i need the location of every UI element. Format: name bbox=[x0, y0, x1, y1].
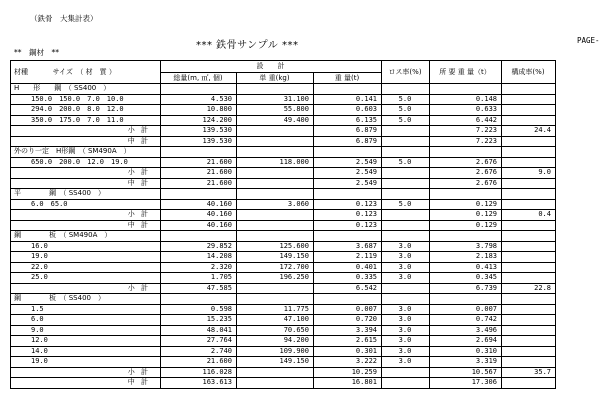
subtotal-row bbox=[11, 210, 600, 221]
size-cell: 12.0 bbox=[11, 336, 161, 347]
table-row bbox=[11, 273, 600, 284]
midtotal-weight: 0.123 bbox=[314, 220, 382, 231]
unit-weight-cell: 47.100 bbox=[237, 315, 314, 326]
size-cell: 150.0 150.0 7.0 10.0 bbox=[11, 94, 161, 105]
table-row bbox=[11, 94, 600, 105]
group-unit-weight-cell bbox=[237, 189, 314, 200]
subtotal-ratio: 0.4 bbox=[502, 210, 556, 221]
subtotal-required-weight: 2.676 bbox=[430, 168, 502, 179]
table-row bbox=[11, 157, 600, 168]
subtotal-required-weight: 7.223 bbox=[430, 126, 502, 137]
midtotal-weight: 6.879 bbox=[314, 136, 382, 147]
group-weight-cell bbox=[314, 294, 382, 305]
group-row bbox=[11, 231, 600, 242]
subtotal-required-weight: 6.739 bbox=[430, 283, 502, 294]
table-row bbox=[11, 357, 600, 368]
size-cell: 16.0 bbox=[11, 241, 161, 252]
subtotal-ratio: 9.0 bbox=[502, 168, 556, 179]
ratio-cell bbox=[502, 252, 556, 263]
required-weight-cell: 0.633 bbox=[430, 105, 502, 116]
midtotal-weight: 2.549 bbox=[314, 178, 382, 189]
group-total-length-cell bbox=[161, 84, 237, 95]
table-right-gap bbox=[556, 61, 600, 84]
total-length-cell: 40.160 bbox=[161, 199, 237, 210]
midtotal-unit-weight bbox=[237, 136, 314, 147]
required-weight-cell: 0.310 bbox=[430, 346, 502, 357]
header-size: サイズ （ 材 質 ） bbox=[52, 67, 116, 76]
subtotal-row bbox=[11, 283, 600, 294]
unit-weight-cell: 149.150 bbox=[237, 252, 314, 263]
group-required-weight-cell bbox=[430, 231, 502, 242]
midtotal-ratio bbox=[502, 378, 556, 389]
total-length-cell: 1.705 bbox=[161, 273, 237, 284]
unit-weight-cell: 94.200 bbox=[237, 336, 314, 347]
group-ratio-cell bbox=[502, 84, 556, 95]
size-cell: 9.0 bbox=[11, 325, 161, 336]
group-required-weight-cell bbox=[430, 147, 502, 158]
ratio-cell bbox=[502, 94, 556, 105]
midtotal-loss-rate bbox=[382, 378, 430, 389]
subtotal-unit-weight bbox=[237, 168, 314, 179]
page-label: PAGE- bbox=[577, 36, 600, 45]
unit-weight-cell: 55.800 bbox=[237, 105, 314, 116]
midtotal-loss-rate bbox=[382, 220, 430, 231]
subtotal-total-length: 139.530 bbox=[161, 126, 237, 137]
size-cell: 294.0 200.0 8.0 12.0 bbox=[11, 105, 161, 116]
header-weight: 重 量(t) bbox=[314, 72, 382, 84]
loss-rate-cell: 3.0 bbox=[382, 315, 430, 326]
weight-cell: 0.720 bbox=[314, 315, 382, 326]
midtotal-unit-weight bbox=[237, 220, 314, 231]
group-row bbox=[11, 294, 600, 305]
header-ratio: 構成率(%) bbox=[502, 61, 556, 84]
midtotal-loss-rate bbox=[382, 136, 430, 147]
total-length-cell: 15.235 bbox=[161, 315, 237, 326]
midtotal-row bbox=[11, 178, 600, 189]
ratio-cell bbox=[502, 105, 556, 116]
ratio-cell bbox=[502, 273, 556, 284]
midtotal-row bbox=[11, 220, 600, 231]
loss-rate-cell: 3.0 bbox=[382, 273, 430, 284]
unit-weight-cell: 31.100 bbox=[237, 94, 314, 105]
size-cell: 6.0 65.0 bbox=[11, 199, 161, 210]
subtotal-weight: 6.542 bbox=[314, 283, 382, 294]
group-total-length-cell bbox=[161, 231, 237, 242]
group-required-weight-cell bbox=[430, 84, 502, 95]
weight-cell: 2.549 bbox=[314, 157, 382, 168]
table-row bbox=[11, 315, 600, 326]
ratio-cell bbox=[502, 157, 556, 168]
loss-rate-cell: 5.0 bbox=[382, 115, 430, 126]
section-heading: ** 鋼材 ** bbox=[14, 48, 59, 57]
required-weight-cell: 2.183 bbox=[430, 252, 502, 263]
table-row bbox=[11, 262, 600, 273]
subtotal-ratio: 22.8 bbox=[502, 283, 556, 294]
ratio-cell bbox=[502, 357, 556, 368]
subtotal-row bbox=[11, 168, 600, 179]
unit-weight-cell: 118.000 bbox=[237, 157, 314, 168]
required-weight-cell: 6.442 bbox=[430, 115, 502, 126]
size-cell: 19.0 bbox=[11, 252, 161, 263]
ratio-cell bbox=[502, 304, 556, 315]
weight-cell: 0.335 bbox=[314, 273, 382, 284]
required-weight-cell: 0.742 bbox=[430, 315, 502, 326]
group-row bbox=[11, 84, 600, 95]
subtotal-unit-weight bbox=[237, 210, 314, 221]
ratio-cell bbox=[502, 336, 556, 347]
unit-weight-cell: 11.775 bbox=[237, 304, 314, 315]
header-material: 材種 bbox=[14, 67, 28, 76]
group-required-weight-cell bbox=[430, 189, 502, 200]
midtotal-required-weight: 0.129 bbox=[430, 220, 502, 231]
subtotal-total-length: 21.600 bbox=[161, 168, 237, 179]
subtotal-label: 小 計 bbox=[11, 210, 161, 221]
group-weight-cell bbox=[314, 147, 382, 158]
weight-cell: 0.401 bbox=[314, 262, 382, 273]
group-unit-weight-cell bbox=[237, 294, 314, 305]
header-unit-weight: 単 重(kg) bbox=[237, 72, 314, 84]
group-weight-cell bbox=[314, 231, 382, 242]
weight-cell: 0.603 bbox=[314, 105, 382, 116]
size-cell: 6.0 bbox=[11, 315, 161, 326]
group-required-weight-cell bbox=[430, 294, 502, 305]
table-row bbox=[11, 115, 600, 126]
loss-rate-cell: 5.0 bbox=[382, 199, 430, 210]
summary-table bbox=[10, 60, 600, 389]
group-ratio-cell bbox=[502, 189, 556, 200]
group-row bbox=[11, 189, 600, 200]
subtotal-unit-weight bbox=[237, 367, 314, 378]
subtotal-loss-rate bbox=[382, 210, 430, 221]
group-name: H 形 鋼 （ SS400 ） bbox=[11, 84, 161, 95]
midtotal-required-weight: 17.306 bbox=[430, 378, 502, 389]
table-row bbox=[11, 325, 600, 336]
required-weight-cell: 0.413 bbox=[430, 262, 502, 273]
weight-cell: 0.141 bbox=[314, 94, 382, 105]
subtotal-loss-rate bbox=[382, 367, 430, 378]
group-name: 平 鋼 （ SS400 ） bbox=[11, 189, 161, 200]
total-length-cell: 4.530 bbox=[161, 94, 237, 105]
group-unit-weight-cell bbox=[237, 147, 314, 158]
weight-cell: 2.615 bbox=[314, 336, 382, 347]
unit-weight-cell: 109.900 bbox=[237, 346, 314, 357]
subtotal-weight: 2.549 bbox=[314, 168, 382, 179]
midtotal-label: 中 計 bbox=[11, 378, 161, 389]
subtotal-ratio: 35.7 bbox=[502, 367, 556, 378]
required-weight-cell: 2.676 bbox=[430, 157, 502, 168]
table-row bbox=[11, 304, 600, 315]
subtotal-loss-rate bbox=[382, 168, 430, 179]
group-name: 鋼 板 （ SM490A ） bbox=[11, 231, 161, 242]
total-length-cell: 27.764 bbox=[161, 336, 237, 347]
size-cell: 350.0 175.0 7.0 11.0 bbox=[11, 115, 161, 126]
group-total-length-cell bbox=[161, 189, 237, 200]
group-unit-weight-cell bbox=[237, 231, 314, 242]
group-total-length-cell bbox=[161, 147, 237, 158]
subtotal-required-weight: 0.129 bbox=[430, 210, 502, 221]
midtotal-row bbox=[11, 136, 600, 147]
subtotal-loss-rate bbox=[382, 283, 430, 294]
size-cell: 25.0 bbox=[11, 273, 161, 284]
total-length-cell: 29.852 bbox=[161, 241, 237, 252]
weight-cell: 3.394 bbox=[314, 325, 382, 336]
required-weight-cell: 3.798 bbox=[430, 241, 502, 252]
size-cell: 14.0 bbox=[11, 346, 161, 357]
header-loss-rate: ロス率(%) bbox=[382, 61, 430, 84]
total-length-cell: 2.740 bbox=[161, 346, 237, 357]
unit-weight-cell: 125.600 bbox=[237, 241, 314, 252]
table-row bbox=[11, 252, 600, 263]
ratio-cell bbox=[502, 241, 556, 252]
subtotal-unit-weight bbox=[237, 126, 314, 137]
required-weight-cell: 0.148 bbox=[430, 94, 502, 105]
subtotal-label: 小 計 bbox=[11, 283, 161, 294]
subtotal-required-weight: 10.567 bbox=[430, 367, 502, 378]
table-row bbox=[11, 241, 600, 252]
header-total-length: 総量(m, ㎡, 個) bbox=[161, 72, 237, 84]
weight-cell: 0.123 bbox=[314, 199, 382, 210]
unit-weight-cell: 172.700 bbox=[237, 262, 314, 273]
report-type-label: （鉄骨 大集計表） bbox=[30, 14, 98, 23]
midtotal-row bbox=[11, 378, 600, 389]
total-length-cell: 2.320 bbox=[161, 262, 237, 273]
size-cell: 22.0 bbox=[11, 262, 161, 273]
unit-weight-cell: 196.250 bbox=[237, 273, 314, 284]
ratio-cell bbox=[502, 262, 556, 273]
group-ratio-cell bbox=[502, 294, 556, 305]
group-loss-rate-cell bbox=[382, 231, 430, 242]
subtotal-row bbox=[11, 126, 600, 137]
ratio-cell bbox=[502, 325, 556, 336]
subtotal-total-length: 116.028 bbox=[161, 367, 237, 378]
group-unit-weight-cell bbox=[237, 84, 314, 95]
loss-rate-cell: 3.0 bbox=[382, 252, 430, 263]
table-row bbox=[11, 346, 600, 357]
subtotal-label: 小 計 bbox=[11, 126, 161, 137]
subtotal-ratio: 24.4 bbox=[502, 126, 556, 137]
weight-cell: 2.119 bbox=[314, 252, 382, 263]
table-row bbox=[11, 105, 600, 116]
midtotal-required-weight: 2.676 bbox=[430, 178, 502, 189]
ratio-cell bbox=[502, 115, 556, 126]
required-weight-cell: 3.496 bbox=[430, 325, 502, 336]
group-name: 鋼 板 （ SS400 ） bbox=[11, 294, 161, 305]
midtotal-unit-weight bbox=[237, 378, 314, 389]
required-weight-cell: 0.007 bbox=[430, 304, 502, 315]
midtotal-total-length: 163.613 bbox=[161, 378, 237, 389]
group-ratio-cell bbox=[502, 231, 556, 242]
subtotal-unit-weight bbox=[237, 283, 314, 294]
ratio-cell bbox=[502, 346, 556, 357]
weight-cell: 3.687 bbox=[314, 241, 382, 252]
header-material-size bbox=[11, 61, 161, 84]
total-length-cell: 48.041 bbox=[161, 325, 237, 336]
required-weight-cell: 0.345 bbox=[430, 273, 502, 284]
group-name: 外のり一定 H形鋼 （ SM490A ） bbox=[11, 147, 161, 158]
table-row bbox=[11, 336, 600, 347]
size-cell: 1.5 bbox=[11, 304, 161, 315]
loss-rate-cell: 5.0 bbox=[382, 94, 430, 105]
midtotal-ratio bbox=[502, 136, 556, 147]
loss-rate-cell: 3.0 bbox=[382, 357, 430, 368]
unit-weight-cell: 70.650 bbox=[237, 325, 314, 336]
subtotal-label: 小 計 bbox=[11, 168, 161, 179]
loss-rate-cell: 3.0 bbox=[382, 346, 430, 357]
weight-cell: 0.301 bbox=[314, 346, 382, 357]
midtotal-total-length: 21.600 bbox=[161, 178, 237, 189]
required-weight-cell: 3.319 bbox=[430, 357, 502, 368]
table-row bbox=[11, 199, 600, 210]
ratio-cell bbox=[502, 315, 556, 326]
subtotal-total-length: 40.160 bbox=[161, 210, 237, 221]
size-cell: 19.0 bbox=[11, 357, 161, 368]
unit-weight-cell: 49.400 bbox=[237, 115, 314, 126]
size-cell: 650.0 200.0 12.0 19.0 bbox=[11, 157, 161, 168]
midtotal-label: 中 計 bbox=[11, 136, 161, 147]
subtotal-loss-rate bbox=[382, 126, 430, 137]
subtotal-label: 小 計 bbox=[11, 367, 161, 378]
group-weight-cell bbox=[314, 84, 382, 95]
subtotal-weight: 10.259 bbox=[314, 367, 382, 378]
group-loss-rate-cell bbox=[382, 294, 430, 305]
group-ratio-cell bbox=[502, 147, 556, 158]
loss-rate-cell: 5.0 bbox=[382, 105, 430, 116]
weight-cell: 3.222 bbox=[314, 357, 382, 368]
total-length-cell: 21.600 bbox=[161, 157, 237, 168]
midtotal-label: 中 計 bbox=[11, 220, 161, 231]
loss-rate-cell: 5.0 bbox=[382, 157, 430, 168]
loss-rate-cell: 3.0 bbox=[382, 325, 430, 336]
total-length-cell: 0.598 bbox=[161, 304, 237, 315]
subtotal-weight: 6.879 bbox=[314, 126, 382, 137]
midtotal-loss-rate bbox=[382, 178, 430, 189]
midtotal-label: 中 計 bbox=[11, 178, 161, 189]
unit-weight-cell: 149.150 bbox=[237, 357, 314, 368]
weight-cell: 0.007 bbox=[314, 304, 382, 315]
total-length-cell: 10.800 bbox=[161, 105, 237, 116]
group-loss-rate-cell bbox=[382, 189, 430, 200]
group-row bbox=[11, 147, 600, 158]
midtotal-weight: 16.801 bbox=[314, 378, 382, 389]
loss-rate-cell: 3.0 bbox=[382, 241, 430, 252]
subtotal-total-length: 47.585 bbox=[161, 283, 237, 294]
header-row-1 bbox=[11, 61, 600, 73]
unit-weight-cell: 3.060 bbox=[237, 199, 314, 210]
midtotal-total-length: 40.160 bbox=[161, 220, 237, 231]
report-title: *** 鉄骨サンプル *** bbox=[196, 40, 299, 51]
header-design: 設 計 bbox=[161, 61, 382, 73]
midtotal-ratio bbox=[502, 220, 556, 231]
loss-rate-cell: 3.0 bbox=[382, 262, 430, 273]
group-weight-cell bbox=[314, 189, 382, 200]
total-length-cell: 14.208 bbox=[161, 252, 237, 263]
header-required-weight: 所 要 重 量（t） bbox=[430, 61, 502, 84]
ratio-cell bbox=[502, 199, 556, 210]
group-total-length-cell bbox=[161, 294, 237, 305]
weight-cell: 6.135 bbox=[314, 115, 382, 126]
midtotal-ratio bbox=[502, 178, 556, 189]
subtotal-row bbox=[11, 367, 600, 378]
total-length-cell: 21.600 bbox=[161, 357, 237, 368]
subtotal-weight: 0.123 bbox=[314, 210, 382, 221]
required-weight-cell: 0.129 bbox=[430, 199, 502, 210]
loss-rate-cell: 3.0 bbox=[382, 304, 430, 315]
loss-rate-cell: 3.0 bbox=[382, 336, 430, 347]
group-loss-rate-cell bbox=[382, 84, 430, 95]
midtotal-required-weight: 7.223 bbox=[430, 136, 502, 147]
group-loss-rate-cell bbox=[382, 147, 430, 158]
required-weight-cell: 2.694 bbox=[430, 336, 502, 347]
total-length-cell: 124.200 bbox=[161, 115, 237, 126]
midtotal-total-length: 139.530 bbox=[161, 136, 237, 147]
midtotal-unit-weight bbox=[237, 178, 314, 189]
